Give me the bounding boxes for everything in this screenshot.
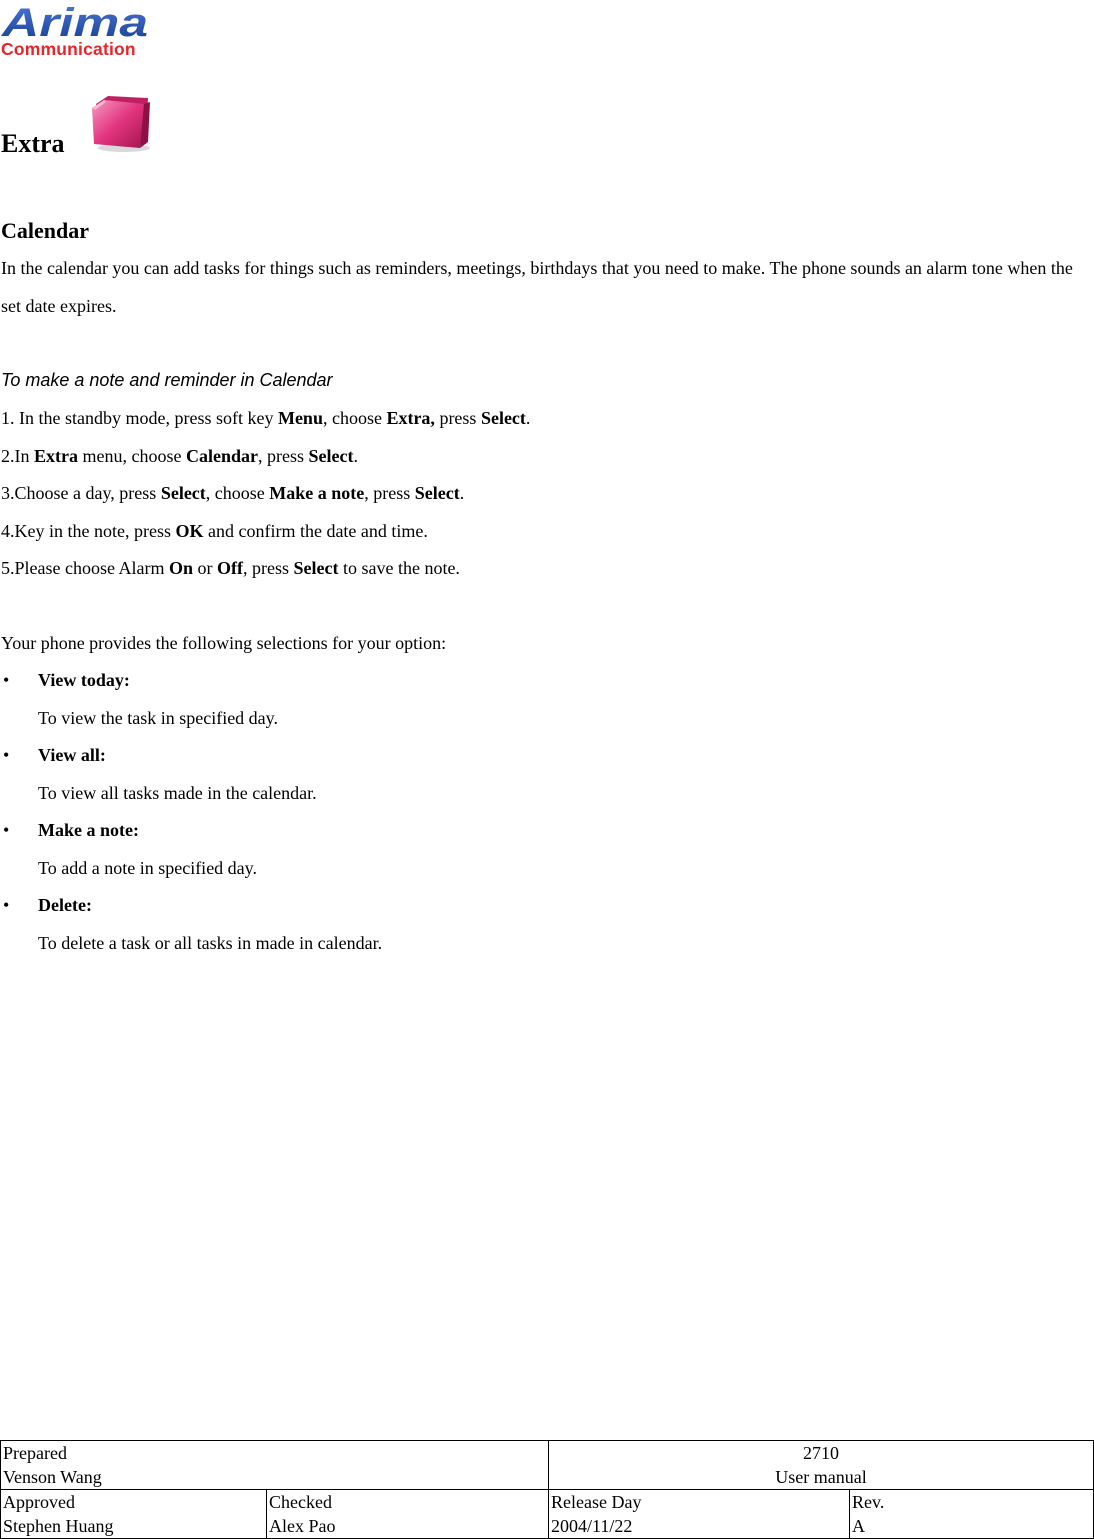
release-date: 2004/11/22: [551, 1516, 633, 1536]
provides-text: Your phone provides the following selections for your option:: [1, 633, 447, 653]
arima-logo-mark: [0, 2, 152, 40]
approved-name: Stephen Huang: [3, 1516, 114, 1536]
checked-label: Checked: [269, 1492, 332, 1512]
release-label: Release Day: [551, 1492, 642, 1512]
checked-name: Alex Pao: [269, 1516, 336, 1536]
option-label: View today:: [38, 670, 130, 690]
document-number: 2710: [803, 1443, 839, 1463]
option-item: [0, 737, 382, 812]
revision-value: A: [852, 1516, 865, 1536]
option-label: Delete:: [38, 895, 92, 915]
prepared-name: Venson Wang: [3, 1467, 102, 1487]
option-label: Make a note:: [38, 820, 139, 840]
revision-label: Rev.: [852, 1492, 885, 1512]
option-label: View all:: [38, 745, 106, 765]
svg-text:Arima: Arima: [0, 2, 148, 40]
howto-title: To make a note and reminder in Calendar: [1, 370, 333, 390]
step-item: 3.Choose a day, press Select, choose Make a note, press Select.: [1, 483, 465, 503]
prepared-cell: [1, 1441, 549, 1490]
document-footer-table: [0, 1440, 1094, 1539]
document-type: User manual: [775, 1467, 867, 1487]
option-item: [0, 887, 382, 962]
bullet-icon: •: [3, 670, 10, 690]
logo-subtitle: Communication: [1, 39, 136, 59]
company-logo: [0, 2, 152, 60]
calendar-title: Calendar: [1, 218, 89, 243]
option-desc: To view all tasks made in the calendar.: [38, 782, 317, 803]
section-title: Extra: [1, 129, 65, 158]
checked-cell: [267, 1490, 549, 1539]
option-desc: To view the task in specified day.: [38, 707, 279, 728]
calendar-intro: In the calendar you can add tasks for things such as reminders, meetings, birthdays that you need to make. The phone sounds an alarm tone when the set date expires.: [1, 258, 1073, 316]
option-desc: To add a note in specified day.: [38, 857, 257, 878]
document-cell: [549, 1441, 1094, 1490]
step-item: 5.Please choose Alarm On or Off, press Select to save the note.: [1, 558, 460, 578]
step-item: 4.Key in the note, press OK and confirm the date and time.: [1, 520, 428, 541]
revision-cell: [850, 1490, 1094, 1539]
option-item: [0, 662, 382, 737]
options-list: [0, 662, 382, 962]
approved-cell: [1, 1490, 267, 1539]
folder-icon: [86, 90, 156, 154]
step-item: 1. In the standby mode, press soft key Menu, choose Extra, press Select.: [1, 408, 531, 428]
bullet-icon: •: [3, 820, 10, 840]
option-item: [0, 812, 382, 887]
bullet-icon: •: [3, 895, 10, 915]
prepared-label: Prepared: [3, 1443, 67, 1463]
approved-label: Approved: [3, 1492, 75, 1512]
step-item: 2.In Extra menu, choose Calendar, press Select.: [1, 445, 358, 466]
release-cell: [549, 1490, 850, 1539]
bullet-icon: •: [3, 745, 10, 765]
option-desc: To delete a task or all tasks in made in calendar.: [38, 932, 383, 953]
steps-list: [1, 400, 530, 588]
